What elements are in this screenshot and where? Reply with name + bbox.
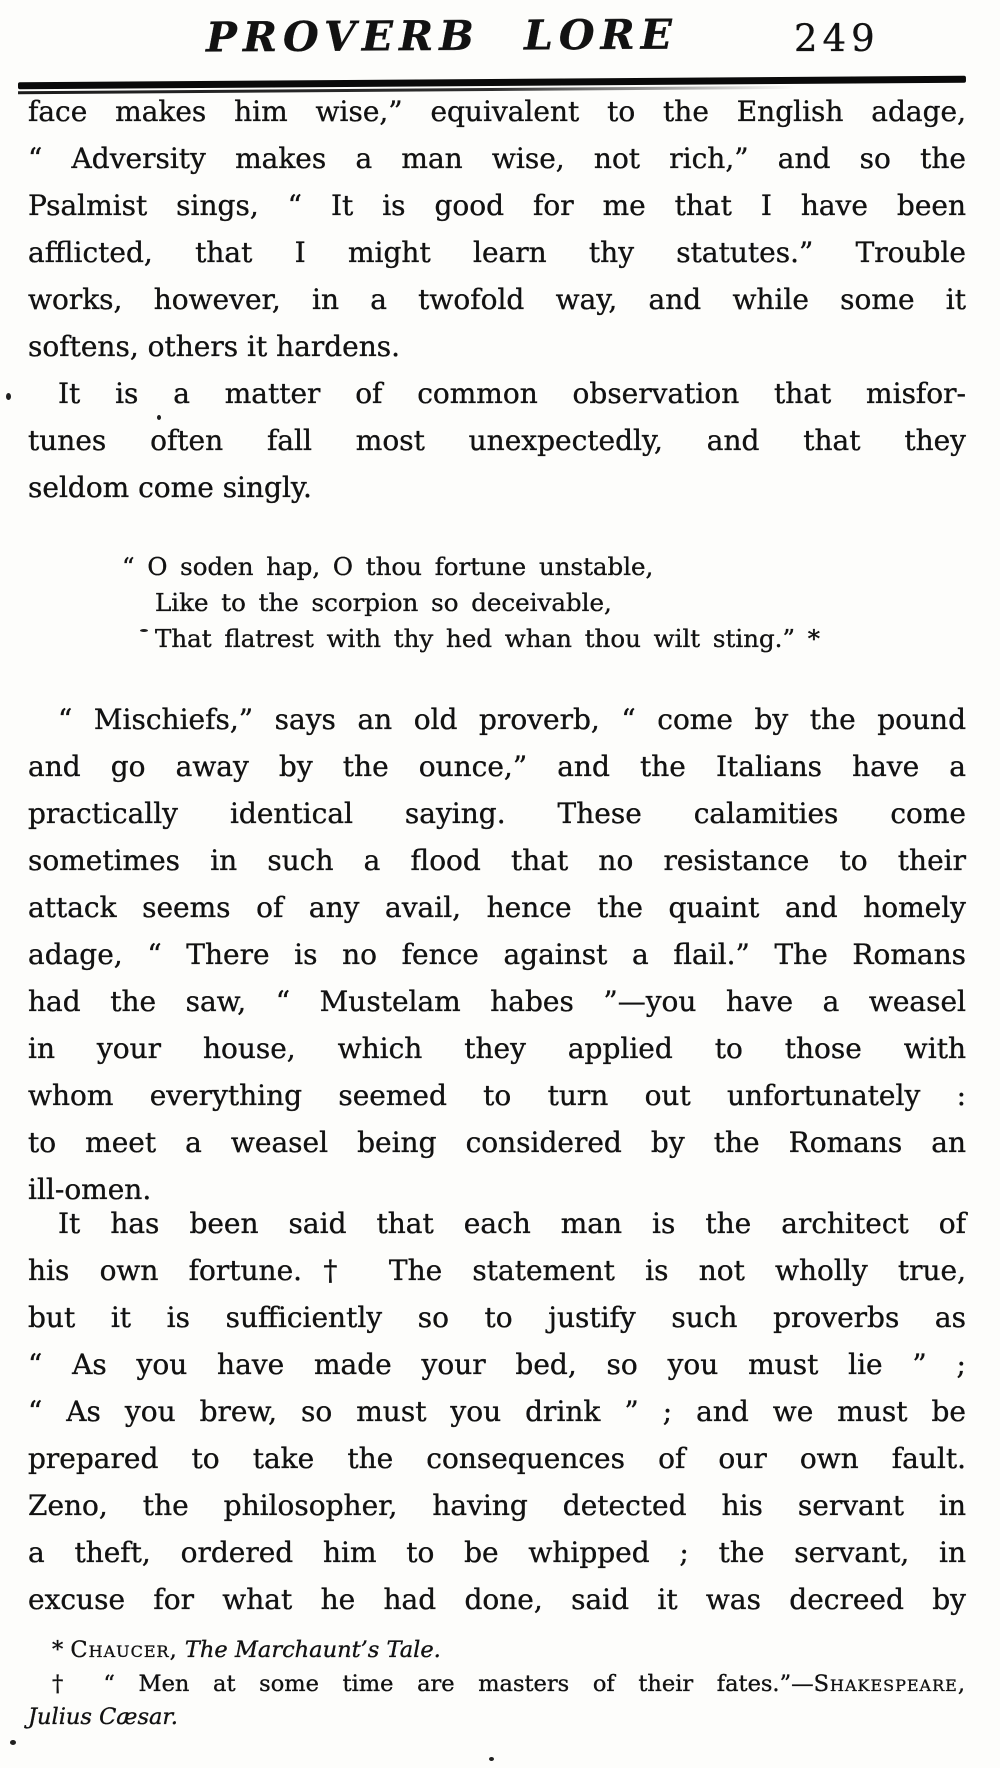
text-line: “ Mischiefs,” says an old proverb, “ come by the pound <box>58 703 966 736</box>
text-line: tunes often fall most unexpectedly, and that they <box>28 424 966 457</box>
text-line: Zeno, the philosopher, having detected his servant in <box>28 1489 966 1522</box>
text-line: “ As you have made your bed, so you must lie ” ; <box>28 1348 966 1381</box>
text-line: a theft, ordered him to be whipped ; the servant, in <box>28 1536 966 1569</box>
text-line: prepared to take the consequences of our own fault. <box>28 1442 966 1475</box>
text-line: whom everything seemed to turn out unfortunately : <box>28 1079 966 1112</box>
text-line: face makes him wise,” equivalent to the English adage, <box>28 95 966 128</box>
text-line: had the saw, “ Mustelam habes ”—you have a weasel <box>28 985 966 1018</box>
text-line: afflicted, that I might learn thy statutes.” Trouble <box>28 236 966 269</box>
text-line: seldom come singly. <box>28 471 312 504</box>
footnote-author: Chaucer, <box>70 1637 178 1663</box>
text-line: to meet a weasel being considered by the Romans an <box>28 1126 966 1159</box>
scan-speck <box>140 629 148 632</box>
footnote-marker-asterisk: * <box>52 1637 64 1663</box>
footnote-chaucer <box>28 1634 966 1668</box>
text-line: ill-omen. <box>28 1173 152 1206</box>
text-line: works, however, in a twofold way, and while some it <box>28 283 966 316</box>
footnote-work-continuation: Julius Cæsar. <box>28 1704 178 1730</box>
footnotes <box>28 1634 966 1735</box>
scan-speck <box>157 415 161 420</box>
text-line: softens, others it hardens. <box>28 330 400 363</box>
verse-quote <box>122 549 932 657</box>
paragraph-1-2 <box>28 88 966 511</box>
text-line: practically identical saying. These calamities come <box>28 797 966 830</box>
footnote-shakespeare <box>28 1668 966 1702</box>
text-line: excuse for what he had done, said it was decreed by <box>28 1583 966 1616</box>
scan-speck <box>489 1757 494 1761</box>
text-line: attack seems of any avail, hence the quaint and homely <box>28 891 966 924</box>
verse-line: That flatrest with thy hed whan thou wilt sting.” * <box>155 624 821 653</box>
text-line: in your house, which they applied to those with <box>28 1032 966 1065</box>
footnote-author: Shakespeare, <box>813 1670 966 1697</box>
text-line: adage, “ There is no fence against a flail.” The Romans <box>28 938 966 971</box>
text-line: “ Adversity makes a man wise, not rich,” and so the <box>28 142 966 175</box>
verse-line: Like to the scorpion so deceivable, <box>155 588 612 617</box>
paragraph-4 <box>28 1200 966 1623</box>
text-line: “ As you brew, so must you drink ” ; and we must be <box>28 1395 966 1428</box>
verse-line: “ O soden hap, O thou fortune unstable, <box>122 552 654 581</box>
scan-speck <box>10 1740 16 1745</box>
text-line: and go away by the ounce,” and the Italians have a <box>28 750 966 783</box>
footnote-work-title: The Marchaunt’s Tale. <box>184 1637 441 1663</box>
paragraph-3 <box>28 696 966 1213</box>
page-number: 249 <box>794 17 880 60</box>
text-line: but it is sufficiently so to justify such proverbs as <box>28 1301 966 1334</box>
text-line: his own fortune.† The statement is not wholly true, <box>28 1254 966 1287</box>
scan-speck <box>6 393 11 400</box>
text-line: Psalmist sings, “ It is good for me that I have been <box>28 189 966 222</box>
running-head-title: PROVERB LORE <box>205 10 679 62</box>
footnote-quote: “ Men at some time are masters of their fates.”— <box>103 1670 814 1697</box>
footnote-marker-dagger: † <box>52 1670 80 1697</box>
text-line: It has been said that each man is the architect of <box>58 1207 966 1240</box>
text-line: sometimes in such a flood that no resistance to their <box>28 844 966 877</box>
text-line: It is a matter of common observation that misfor- <box>58 377 966 410</box>
